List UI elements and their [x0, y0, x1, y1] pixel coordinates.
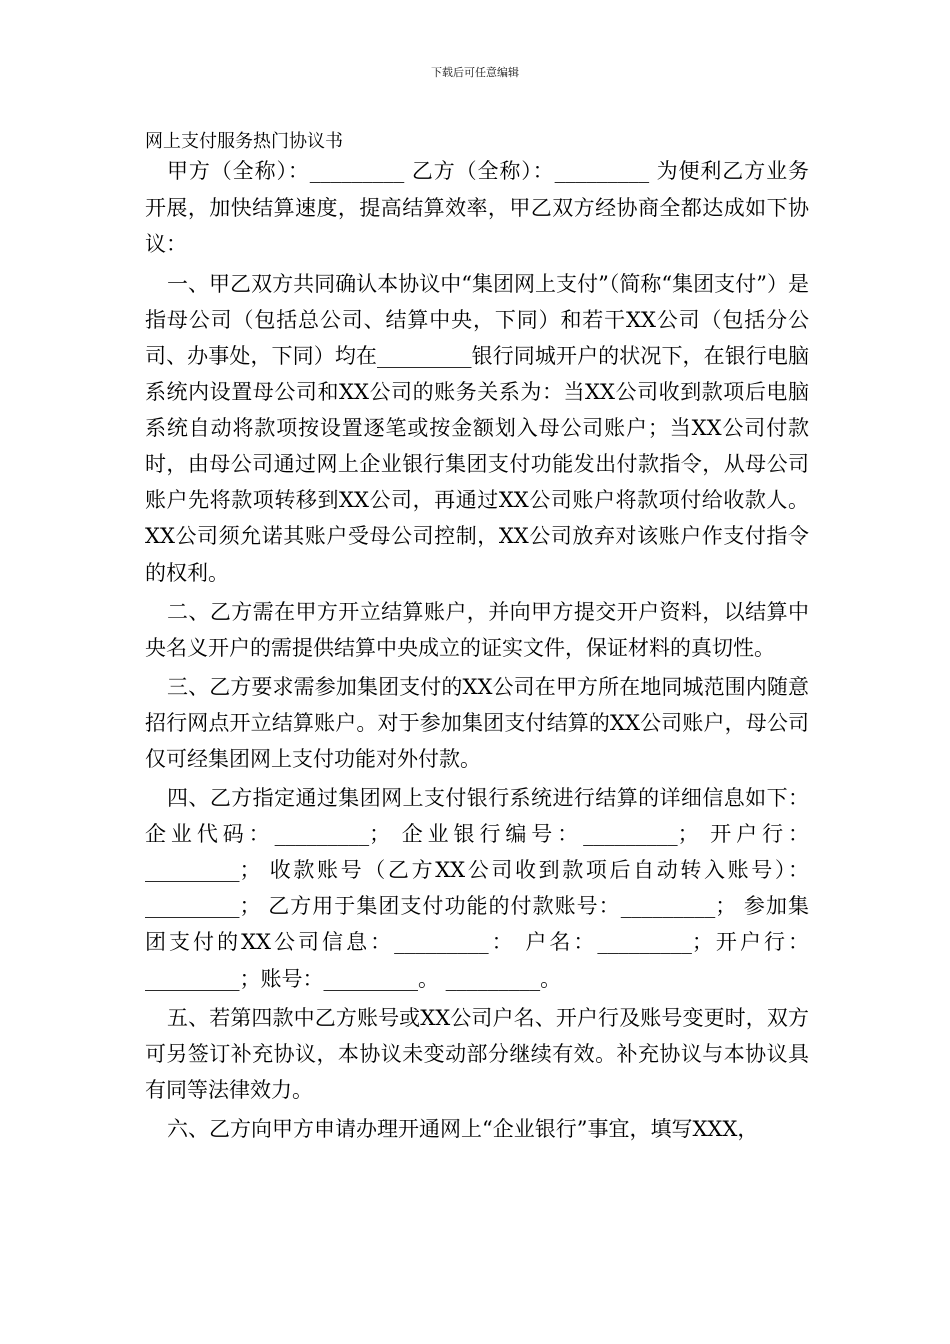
paragraph-parties: 甲方（全称）：_________ 乙方（全称）：_________ 为便利乙方业务开展，加快结算速度，提高结算效率，甲乙双方经协商全都达成如下协议：: [145, 159, 809, 257]
page-header-note: 下载后可任意编辑: [431, 66, 519, 79]
paragraph-clause-4: 四、乙方指定通过集团网上支付银行系统进行结算的详细信息如下： 企业代码：_________； 企业银行编号：_________； 开户行：_________； 收款账号（乙方XX公司收到款项后自动转入账号）：_________； 乙方用于集团支付功能的付款账号：_________； 参加集团支付的XX公司信息：_________： 户名：_________；开户行：_________；账号：_________。 _________。: [145, 786, 809, 991]
document-body: [145, 153, 809, 1147]
paragraph-clause-6: 六、乙方向甲方申请办理开通网上“企业银行”事宜，填写XXX，: [167, 1116, 759, 1141]
paragraph-clause-2: 二、乙方需在甲方开立结算账户，并向甲方提交开户资料，以结算中央名义开户的需提供结算中央成立的证实文件，保证材料的真切性。: [145, 599, 809, 660]
paragraph-clause-5: 五、若第四款中乙方账号或XX公司户名、开户行及账号变更时，双方可另签订补充协议，本协议未变动部分继续有效。补充协议与本协议具有同等法律效力。: [145, 1005, 809, 1102]
document-title: 网上支付服务热门协议书: [145, 131, 343, 152]
paragraph-clause-3: 三、乙方要求需参加集团支付的XX公司在甲方所在地同城范围内随意招行网点开立结算账户。对于参加集团支付结算的XX公司账户，母公司仅可经集团网上支付功能对外付款。: [145, 674, 809, 771]
paragraph-clause-1: 一、甲乙双方共同确认本协议中“集团网上支付”（简称“集团支付”）是指母公司（包括总公司、结算中央，下同）和若干XX公司（包括分公司、办事处，下同）均在_________银行同城开户的状况下，在银行电脑系统内设置母公司和XX公司的账务关系为：当XX公司收到款项后电脑系统自动将款项按设置逐笔或按金额划入母公司账户；当XX公司付款时，由母公司通过网上企业银行集团支付功能发出付款指令，从母公司账户先将款项转移到XX公司，再通过XX公司账户将款项付给收款人。XX公司须允诺其账户受母公司控制，XX公司放弃对该账户作支付指令的权利。: [145, 271, 809, 585]
